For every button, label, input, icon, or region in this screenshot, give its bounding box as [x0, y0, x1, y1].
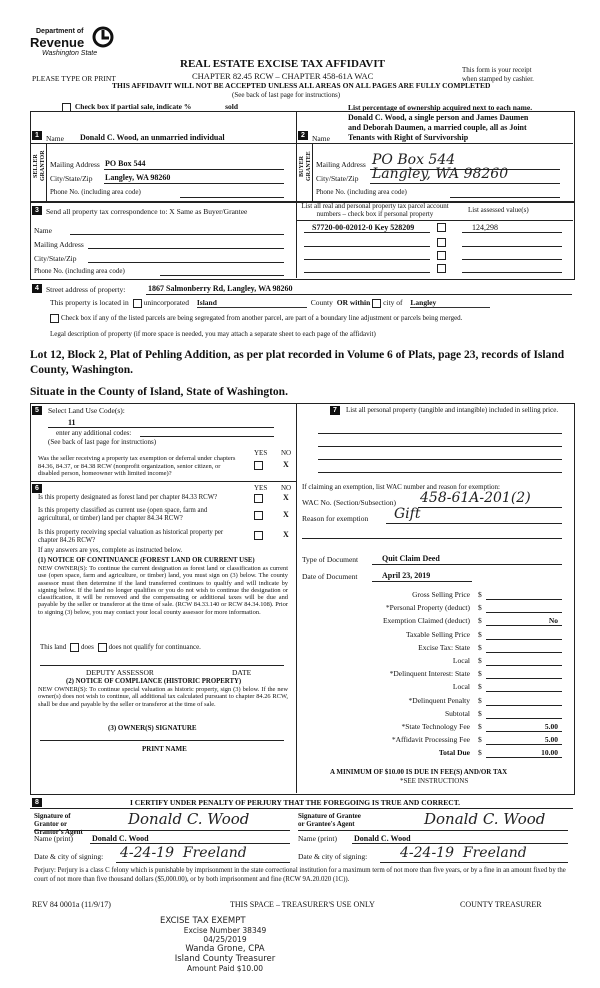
land-use-label: Select Land Use Code(s):: [48, 406, 125, 415]
stamp-line-3: 04/25/2019: [203, 935, 247, 944]
legal-description[interactable]: Lot 12, Block 2, Plat of Pehling Addition, as per plat recorded in Volume 6 of Plats, page 23, records of Island County, Washington.: [30, 349, 565, 376]
grantee-date-city[interactable]: 4-24-19 Freeland: [400, 845, 527, 861]
s6-a2[interactable]: X: [283, 510, 289, 519]
please-type: PLEASE TYPE OR PRINT: [32, 74, 116, 83]
county-treasurer: COUNTY TREASURER: [460, 900, 542, 909]
fee-row-value[interactable]: No: [548, 616, 558, 626]
segregated-checkbox[interactable]: [50, 314, 59, 323]
form-chapter: CHAPTER 82.45 RCW – CHAPTER 458-61A WAC: [192, 71, 374, 81]
grantor-date-city[interactable]: 4-24-19 Freeland: [120, 845, 247, 861]
buyer-name-label: Name: [312, 134, 330, 143]
seller-city-label: City/State/Zip: [50, 174, 93, 183]
stamp-line-4: Wanda Grone, CPA: [185, 944, 265, 954]
notice-2-body: NEW OWNER(S): To continue special valuation as historic property, sign (3) below. If the new owner(s) does not wish to continue, all additional tax calculated pursuant to chapter 84.26 RCW, shall be due and payable by the seller or transferor at the time of sale.: [38, 686, 288, 708]
grantor-date-label: Date & city of signing:: [34, 852, 104, 861]
fee-row-label: Subtotal: [444, 708, 470, 718]
parcel-3-checkbox[interactable]: [437, 251, 446, 260]
county-label: County: [310, 298, 333, 307]
logo-line-1: Department of: [36, 28, 84, 35]
fee-row-dollar: $: [478, 629, 482, 639]
segregated-label: Check box if any of the listed parcels are being segregated from another parcel, are part of a boundary line adjustment or parcels being merged.: [61, 314, 463, 323]
logo-line-3: Washington State: [42, 50, 98, 57]
s5-question: Was the seller receiving a property tax exemption or deferral under chapters 84.36, 84.37, or 84.38 RCW (nonprofit organization, senior citizen, or disabled person, homeowner with limited income)?: [38, 455, 236, 477]
fee-row-dollar: $: [478, 616, 482, 626]
buyer-name-line-3[interactable]: Tenants with Right of Survivorship: [348, 133, 469, 142]
fee-row-dollar: $: [478, 682, 482, 692]
grantee-signature[interactable]: Donald C. Wood: [424, 810, 546, 828]
wac-label: WAC No. (Section/Subsection): [302, 498, 396, 507]
seller-name-label: Name: [46, 134, 64, 143]
wac-value[interactable]: 458-61A-201(2): [420, 490, 531, 506]
located-label: This property is located in: [50, 298, 129, 307]
fee-row-underline: [486, 599, 562, 600]
seller-mailing[interactable]: PO Box 544: [105, 159, 146, 168]
stamp-line-2: Excise Number 38349: [183, 926, 267, 935]
fee-row-underline: [486, 612, 562, 613]
exemption-label: If claiming an exemption, list WAC number and reason for exemption:: [302, 483, 500, 491]
does-checkbox[interactable]: [70, 643, 79, 652]
seller-mailing-label: Mailing Address: [50, 160, 100, 169]
located-row: [50, 298, 490, 308]
s6-q1: Is this property designated as forest land per chapter 84.33 RCW?: [38, 494, 218, 501]
form-warning: THIS AFFIDAVIT WILL NOT BE ACCEPTED UNLESS ALL AREAS ON ALL PAGES ARE FULLY COMPLETED: [112, 81, 491, 90]
grantor-signature[interactable]: Donald C. Wood: [128, 810, 250, 828]
fee-row-dollar: $: [478, 603, 482, 613]
s6-yes: YES: [254, 484, 268, 492]
deputy-date-label: DATE: [232, 668, 252, 677]
s3-mailing-label: Mailing Address: [34, 240, 84, 249]
fee-row-underline: [486, 652, 562, 653]
fee-row-label: *Personal Property (deduct): [385, 603, 470, 613]
see-instructions: *SEE INSTRUCTIONS: [400, 777, 469, 785]
fee-row-value[interactable]: 5.00: [544, 735, 558, 745]
fee-row-underline: [486, 691, 562, 692]
notice-2-title: (2) NOTICE OF COMPLIANCE (HISTORIC PROPERTY): [66, 678, 242, 685]
s5-answer[interactable]: X: [283, 460, 289, 469]
assessed-1[interactable]: 124,298: [472, 223, 498, 232]
land-use-code[interactable]: 11: [68, 418, 76, 427]
legal-situate[interactable]: Situate in the County of Island, State of Washington.: [30, 386, 288, 398]
fee-row-label: *Affidavit Processing Fee: [391, 735, 470, 745]
fee-row-underline: [486, 744, 562, 745]
section-6-badge: 6: [32, 484, 42, 493]
parcel-header: List all real and personal property tax parcel account numbers – check box if personal property: [301, 202, 449, 218]
treasurer-space: THIS SPACE – TREASURER'S USE ONLY: [230, 900, 375, 909]
buyer-name-line-2[interactable]: and Deborah Daumen, a married couple, all as Joint: [348, 123, 527, 132]
fee-row-label: *Delinquent Penalty: [408, 695, 470, 705]
buyer-mailing-label: Mailing Address: [316, 160, 366, 169]
fee-row-label: Local: [452, 682, 470, 692]
s6-q3-yes-checkbox[interactable]: [254, 531, 263, 540]
s6-if-any: If any answers are yes, complete as instructed below.: [38, 547, 183, 554]
city-value[interactable]: Langley: [410, 298, 490, 308]
fee-row-label: Total Due: [438, 748, 470, 758]
unincorporated-label: unincorporated: [143, 298, 190, 307]
fee-row-underline: [486, 625, 562, 626]
certify-statement: I CERTIFY UNDER PENALTY OF PERJURY THAT THE FOREGOING IS TRUE AND CORRECT.: [130, 798, 461, 807]
fee-row-label: Local: [452, 656, 470, 665]
section-1-badge: 1: [32, 131, 42, 140]
section-4-badge: 4: [32, 284, 42, 293]
fee-row-dollar: $: [478, 642, 482, 652]
parcel-2-checkbox[interactable]: [437, 238, 446, 247]
section-5-badge: 5: [32, 406, 42, 415]
fee-row-value[interactable]: 5.00: [544, 722, 558, 731]
fee-row-underline: [486, 678, 562, 679]
seller-side-label: SELLER GRANTOR: [33, 150, 46, 182]
s3-city-label: City/State/Zip: [34, 254, 77, 263]
section-2-badge: 2: [298, 131, 308, 140]
this-land-label: This land: [40, 643, 67, 652]
legal-label: Legal description of property (if more space is needed, you may attach a separate sheet to each page of the affidavit): [50, 330, 376, 338]
form-title: REAL ESTATE EXCISE TAX AFFIDAVIT: [180, 58, 385, 70]
doc-date[interactable]: April 23, 2019: [382, 571, 431, 580]
receipt-note-1: This form is your receipt: [462, 66, 532, 74]
dor-emblem-icon: [92, 26, 114, 48]
s6-q2: Is this property classified as current use (open space, farm and agricultural, or timber) land per chapter 84.34 RCW?: [38, 507, 208, 522]
notice-1-title: (1) NOTICE OF CONTINUANCE (FOREST LAND OR CURRENT USE): [38, 557, 255, 564]
assessed-header: List assessed value(s): [468, 206, 529, 214]
doc-type-label: Type of Document: [302, 555, 359, 564]
stamp-line-5: Island County Treasurer: [174, 954, 276, 964]
personal-property-label: List all personal property (tangible and intangible) included in selling price.: [346, 406, 559, 414]
fee-row-underline: [486, 705, 562, 706]
grantee-print-name[interactable]: Donald C. Wood: [354, 834, 411, 843]
fee-row-dollar: $: [478, 708, 482, 718]
fee-row-underline: [486, 639, 562, 640]
fee-row-label: *Delinquent Interest: State: [389, 669, 470, 679]
fee-row-dollar: $: [478, 695, 482, 705]
buyer-side-label: BUYER GRANTEE: [299, 151, 312, 181]
stamp-line-1: EXCISE TAX EXEMPT: [160, 916, 246, 926]
correspondence-label: Send all property tax correspondence to: X Same as Buyer/Grantee: [46, 207, 248, 216]
fee-row-underline: [486, 731, 562, 732]
buyer-mailing[interactable]: PO Box 544: [372, 152, 456, 168]
partial-sale-label: Check box if partial sale, indicate %: [74, 102, 192, 111]
grantor-sig-label: Signature of Grantor or Grantor's Agent: [34, 812, 83, 836]
receipt-note-2: when stamped by cashier.: [462, 75, 534, 83]
fee-row-label: Excise Tax: State: [418, 642, 470, 652]
s6-a3[interactable]: X: [283, 530, 289, 539]
buyer-city[interactable]: Langley, WA 98260: [372, 166, 509, 182]
s5-no: NO: [281, 449, 292, 457]
continuance-row: [40, 643, 201, 652]
reason-value[interactable]: Gift: [394, 506, 421, 522]
fee-row-dollar: $: [478, 656, 482, 665]
seller-name[interactable]: Donald C. Wood, an unmarried individual: [80, 133, 225, 142]
grantor-print-name[interactable]: Donald C. Wood: [92, 834, 149, 843]
stamp-line-6: Amount Paid $10.00: [186, 964, 264, 973]
buyer-city-label: City/State/Zip: [316, 174, 359, 183]
see-back-5: (See back of last page for instructions): [48, 438, 157, 446]
does-not-label: does not qualify for continuance.: [108, 643, 201, 652]
buyer-phone-label: Phone No. (including area code): [316, 188, 407, 196]
city-of-label: city of: [383, 298, 403, 307]
doc-date-label: Date of Document: [302, 572, 358, 581]
grantee-name-label: Name (print): [298, 834, 337, 843]
s6-no: NO: [281, 484, 292, 492]
minimum-note: A MINIMUM OF $10.00 IS DUE IN FEE(S) AND/OR TAX: [330, 768, 508, 776]
or-within-label: OR within: [336, 298, 371, 307]
segregated-row: [50, 314, 462, 323]
ownership-note: List percentage of ownership acquired next to each name.: [348, 103, 533, 112]
perjury-statement: Perjury: Perjury is a class C felony which is punishable by imprisonment in the state correctional institution for a maximum term of not more than five years, or by a fine in an amount fixed by the court of not more than five thousand dollars ($5,000.00), or by both imprisonment and fine (RCW 9A.20.020 (1C)).: [34, 867, 566, 883]
treasurer-stamp: [160, 916, 290, 973]
deputy-assessor-label: DEPUTY ASSESSOR: [86, 668, 154, 677]
s6-q2-yes-checkbox[interactable]: [254, 511, 263, 520]
does-not-checkbox[interactable]: [98, 643, 107, 652]
parcel-4-checkbox[interactable]: [437, 264, 446, 273]
s3-phone-label: Phone No. (including area code): [34, 267, 125, 275]
fee-row-dollar: $: [478, 735, 482, 745]
unincorporated-checkbox[interactable]: [133, 299, 142, 308]
reason-label: Reason for exemption: [302, 514, 369, 523]
s3-name-label: Name: [34, 226, 52, 235]
buyer-name-line-1[interactable]: Donald C. Wood, a single person and James Daumen: [348, 113, 529, 122]
grantee-sig-label: Signature of Grantee or Grantee's Agent: [298, 812, 361, 828]
seller-phone-label: Phone No. (including area code): [50, 188, 141, 196]
s6-q1-yes-checkbox[interactable]: [254, 494, 263, 503]
city-of-checkbox[interactable]: [372, 299, 381, 308]
section-8-badge: 8: [32, 798, 42, 807]
additional-codes-label: enter any additional codes:: [56, 429, 132, 437]
street-address[interactable]: 1867 Salmonberry Rd, Langley, WA 98260: [148, 284, 293, 293]
fee-row-value[interactable]: 10.00: [541, 748, 558, 758]
seller-city[interactable]: Langley, WA 98260: [105, 173, 171, 182]
s5-yes-checkbox[interactable]: [254, 461, 263, 470]
s5-yes: YES: [254, 449, 268, 457]
notice-1-body: NEW OWNER(S): To continue the current designation as forest land or classification as current use (open space, farm and agriculture, or timber) land, you must sign on (3) below. The county assessor must then determine if the land transferred continues to qualify and will indicate by signing below. If the land no longer qualifies or you do not wish to continue the designation or classification, it will be removed and the compensating or additional taxes will be due and payable by the seller or transferor at the time of sale. (RCW 84.33.140 or RCW 84.34.108). Prior to signing (3) below, you may contact your local county assessor for more information.: [38, 565, 288, 616]
doc-type[interactable]: Quit Claim Deed: [382, 554, 440, 563]
fee-row-dollar: $: [478, 669, 482, 679]
fee-row-underline: [486, 665, 562, 666]
county-value[interactable]: Island: [197, 298, 307, 308]
logo-line-2: Revenue: [30, 35, 85, 50]
street-label: Street address of property:: [46, 285, 126, 294]
section-7-badge: 7: [330, 406, 340, 415]
does-label: does: [81, 643, 94, 652]
fee-row-dollar: $: [478, 748, 482, 758]
form-number: REV 84 0001a (11/9/17): [32, 900, 111, 909]
parcel-1[interactable]: S7720-00-02012-0 Key 528209: [312, 223, 415, 232]
grantee-date-label: Date & city of signing:: [298, 852, 368, 861]
dor-logo: [30, 26, 120, 62]
fee-row-dollar: $: [478, 590, 482, 599]
see-back-note: (See back of last page for instructions): [232, 91, 341, 99]
fee-row-dollar: $: [478, 722, 482, 731]
s6-a1[interactable]: X: [283, 493, 289, 502]
fee-row-underline: [486, 718, 562, 719]
fee-row-label: Gross Selling Price: [412, 590, 470, 599]
grantor-name-label: Name (print): [34, 834, 73, 843]
fee-row-label: Exemption Claimed (deduct): [382, 616, 470, 626]
parcel-1-checkbox[interactable]: [437, 223, 446, 232]
print-name-label: PRINT NAME: [142, 745, 187, 753]
fee-row-label: *State Technology Fee: [401, 722, 470, 731]
fee-row-underline: [486, 757, 562, 758]
fee-row-label: Taxable Selling Price: [405, 629, 470, 639]
section-3-badge: 3: [32, 206, 42, 215]
owner-signature-label: (3) OWNER(S) SIGNATURE: [108, 724, 197, 732]
sold-label: sold: [225, 102, 239, 111]
s6-q3: Is this property receiving special valuation as historical property per chapter 84.26 RCW?: [38, 529, 224, 544]
